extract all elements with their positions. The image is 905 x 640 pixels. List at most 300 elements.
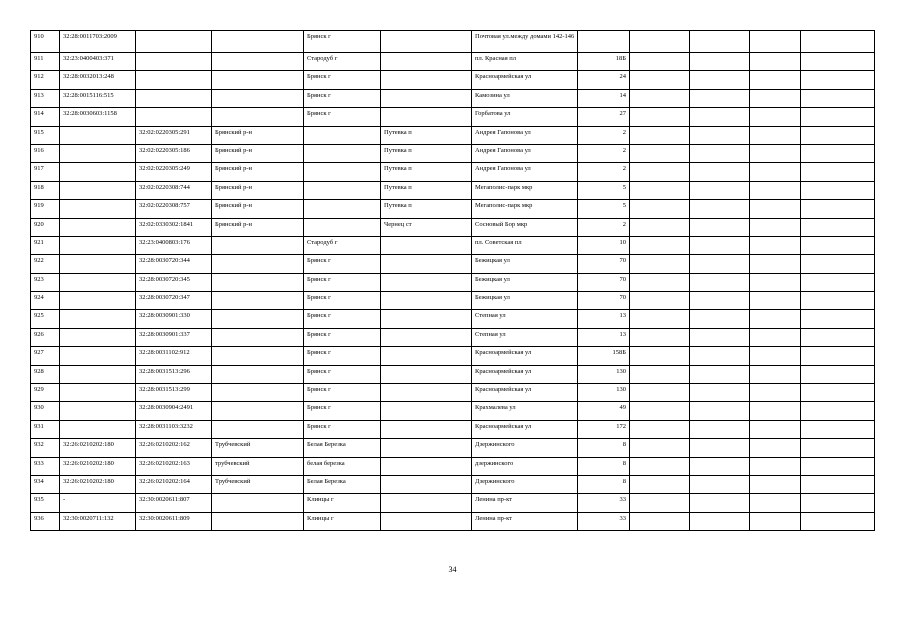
empty-cell xyxy=(690,53,750,71)
empty-cell xyxy=(690,236,750,254)
row-number-cell: 914 xyxy=(31,108,60,126)
object-cadastral-cell: 32:02:0220308:757 xyxy=(136,200,212,218)
object-cadastral-cell: 32:28:0030904:2491 xyxy=(136,402,212,420)
city-cell: Брянск г xyxy=(304,31,381,53)
empty-cell xyxy=(630,31,690,53)
street-cell: Андрея Гапонова ул xyxy=(472,163,578,181)
cadastral-number-cell xyxy=(60,402,136,420)
house-number-cell: 2 xyxy=(578,126,630,144)
district-cell: Брянский р-н xyxy=(212,126,304,144)
empty-cell xyxy=(750,347,801,365)
cadastral-number-cell: 32:28:0011703:2009 xyxy=(60,31,136,53)
row-number-cell: 910 xyxy=(31,31,60,53)
district-cell xyxy=(212,292,304,310)
cadastral-number-cell xyxy=(60,347,136,365)
row-number-cell: 911 xyxy=(31,53,60,71)
row-number-cell: 916 xyxy=(31,144,60,162)
empty-cell xyxy=(801,292,875,310)
object-cadastral-cell: 32:28:0030720:345 xyxy=(136,273,212,291)
street-cell: дзержинского xyxy=(472,457,578,475)
table-row xyxy=(31,402,875,420)
empty-cell xyxy=(750,236,801,254)
cadastral-number-cell xyxy=(60,181,136,199)
settlement-cell xyxy=(381,310,472,328)
cadastral-number-cell: 32:30:0020711:132 xyxy=(60,512,136,530)
district-cell xyxy=(212,384,304,402)
city-cell: Белая Березка xyxy=(304,439,381,457)
settlement-cell xyxy=(381,31,472,53)
cadastral-number-cell xyxy=(60,218,136,236)
empty-cell xyxy=(690,218,750,236)
table-row xyxy=(31,53,875,71)
object-cadastral-cell xyxy=(136,71,212,89)
house-number-cell: 13 xyxy=(578,310,630,328)
empty-cell xyxy=(801,144,875,162)
empty-cell xyxy=(690,420,750,438)
table-row xyxy=(31,328,875,346)
street-cell: Степная ул xyxy=(472,328,578,346)
house-number-cell: 2 xyxy=(578,163,630,181)
empty-cell xyxy=(750,292,801,310)
object-cadastral-cell: 32:02:0220305:186 xyxy=(136,144,212,162)
settlement-cell xyxy=(381,402,472,420)
cadastral-number-cell xyxy=(60,273,136,291)
object-cadastral-cell: 32:23:0400803:176 xyxy=(136,236,212,254)
empty-cell xyxy=(801,384,875,402)
table-row xyxy=(31,144,875,162)
city-cell xyxy=(304,163,381,181)
district-cell: трубчевский xyxy=(212,457,304,475)
row-number-cell: 920 xyxy=(31,218,60,236)
house-number-cell: 130 xyxy=(578,384,630,402)
empty-cell xyxy=(690,365,750,383)
district-cell xyxy=(212,512,304,530)
district-cell: Брянский р-н xyxy=(212,181,304,199)
empty-cell xyxy=(630,200,690,218)
cadastral-number-cell xyxy=(60,310,136,328)
table-row xyxy=(31,218,875,236)
empty-cell xyxy=(750,384,801,402)
house-number-cell: 24 xyxy=(578,71,630,89)
row-number-cell: 933 xyxy=(31,457,60,475)
object-cadastral-cell xyxy=(136,53,212,71)
district-cell: Брянский р-н xyxy=(212,144,304,162)
empty-cell xyxy=(690,512,750,530)
empty-cell xyxy=(630,512,690,530)
house-number-cell: 2 xyxy=(578,218,630,236)
settlement-cell xyxy=(381,420,472,438)
empty-cell xyxy=(690,71,750,89)
row-number-cell: 927 xyxy=(31,347,60,365)
empty-cell xyxy=(630,439,690,457)
settlement-cell xyxy=(381,89,472,107)
empty-cell xyxy=(801,439,875,457)
street-cell: пл. Красная пл xyxy=(472,53,578,71)
house-number-cell xyxy=(578,31,630,53)
table-row xyxy=(31,384,875,402)
cadastral-number-cell: 32:26:0210202:180 xyxy=(60,475,136,493)
object-cadastral-cell: 32:02:0330302:1841 xyxy=(136,218,212,236)
row-number-cell: 924 xyxy=(31,292,60,310)
empty-cell xyxy=(750,310,801,328)
object-cadastral-cell: 32:28:0031513:299 xyxy=(136,384,212,402)
city-cell: Брянск г xyxy=(304,89,381,107)
street-cell: Бежицкая ул xyxy=(472,292,578,310)
empty-cell xyxy=(750,439,801,457)
cadastral-number-cell xyxy=(60,144,136,162)
district-cell xyxy=(212,420,304,438)
empty-cell xyxy=(750,163,801,181)
empty-cell xyxy=(801,494,875,512)
district-cell xyxy=(212,255,304,273)
settlement-cell: Путевка п xyxy=(381,163,472,181)
row-number-cell: 929 xyxy=(31,384,60,402)
empty-cell xyxy=(690,181,750,199)
house-number-cell: 8 xyxy=(578,439,630,457)
street-cell: Ленина пр-кт xyxy=(472,494,578,512)
city-cell: Брянск г xyxy=(304,402,381,420)
empty-cell xyxy=(690,89,750,107)
house-number-cell: 2 xyxy=(578,144,630,162)
street-cell: Андрея Гапонова ул xyxy=(472,126,578,144)
empty-cell xyxy=(750,457,801,475)
table-row xyxy=(31,494,875,512)
table-row xyxy=(31,347,875,365)
city-cell: Брянск г xyxy=(304,310,381,328)
table-row xyxy=(31,420,875,438)
empty-cell xyxy=(630,163,690,181)
settlement-cell xyxy=(381,365,472,383)
street-cell: Мегаполис-парк мкр xyxy=(472,181,578,199)
settlement-cell xyxy=(381,71,472,89)
empty-cell xyxy=(690,457,750,475)
empty-cell xyxy=(750,108,801,126)
object-cadastral-cell: 32:28:0030901:337 xyxy=(136,328,212,346)
street-cell: Степная ул xyxy=(472,310,578,328)
empty-cell xyxy=(750,71,801,89)
district-cell xyxy=(212,236,304,254)
empty-cell xyxy=(630,181,690,199)
district-cell xyxy=(212,53,304,71)
object-cadastral-cell: 32:26:0210202:163 xyxy=(136,457,212,475)
row-number-cell: 926 xyxy=(31,328,60,346)
table-row xyxy=(31,71,875,89)
table-row xyxy=(31,163,875,181)
settlement-cell xyxy=(381,457,472,475)
table-row xyxy=(31,310,875,328)
street-cell: Почтовая ул.между домами 142-146 xyxy=(472,31,578,53)
object-cadastral-cell: 32:28:0031513:296 xyxy=(136,365,212,383)
table-row xyxy=(31,181,875,199)
empty-cell xyxy=(630,402,690,420)
city-cell: Брянск г xyxy=(304,292,381,310)
city-cell: Брянск г xyxy=(304,255,381,273)
empty-cell xyxy=(801,420,875,438)
row-number-cell: 935 xyxy=(31,494,60,512)
empty-cell xyxy=(750,200,801,218)
settlement-cell xyxy=(381,494,472,512)
district-cell: Трубчевский xyxy=(212,475,304,493)
city-cell xyxy=(304,218,381,236)
district-cell xyxy=(212,402,304,420)
district-cell xyxy=(212,494,304,512)
empty-cell xyxy=(801,310,875,328)
row-number-cell: 925 xyxy=(31,310,60,328)
district-cell xyxy=(212,310,304,328)
city-cell: Белая Березка xyxy=(304,475,381,493)
empty-cell xyxy=(690,328,750,346)
table-row xyxy=(31,365,875,383)
empty-cell xyxy=(750,494,801,512)
row-number-cell: 932 xyxy=(31,439,60,457)
empty-cell xyxy=(690,126,750,144)
empty-cell xyxy=(690,273,750,291)
settlement-cell: Путевка п xyxy=(381,144,472,162)
city-cell xyxy=(304,144,381,162)
row-number-cell: 913 xyxy=(31,89,60,107)
empty-cell xyxy=(801,457,875,475)
empty-cell xyxy=(690,255,750,273)
settlement-cell: Чернец ст xyxy=(381,218,472,236)
table-row xyxy=(31,457,875,475)
city-cell: Стародуб г xyxy=(304,53,381,71)
empty-cell xyxy=(630,292,690,310)
object-cadastral-cell xyxy=(136,89,212,107)
city-cell: Клинцы г xyxy=(304,512,381,530)
house-number-cell: 8 xyxy=(578,457,630,475)
city-cell: Клинцы г xyxy=(304,494,381,512)
settlement-cell xyxy=(381,512,472,530)
empty-cell xyxy=(630,255,690,273)
city-cell: Брянск г xyxy=(304,420,381,438)
settlement-cell xyxy=(381,236,472,254)
city-cell: Брянск г xyxy=(304,365,381,383)
street-cell: Сосновый Бор мкр xyxy=(472,218,578,236)
street-cell: Дзержинского xyxy=(472,475,578,493)
empty-cell xyxy=(750,475,801,493)
house-number-cell: 158Б xyxy=(578,347,630,365)
empty-cell xyxy=(750,512,801,530)
empty-cell xyxy=(801,89,875,107)
row-number-cell: 936 xyxy=(31,512,60,530)
empty-cell xyxy=(801,181,875,199)
street-cell: Бежицкая ул xyxy=(472,273,578,291)
empty-cell xyxy=(750,126,801,144)
object-cadastral-cell xyxy=(136,108,212,126)
table-row xyxy=(31,200,875,218)
street-cell: Мегаполис-парк мкр xyxy=(472,200,578,218)
city-cell: Брянск г xyxy=(304,71,381,89)
empty-cell xyxy=(801,108,875,126)
empty-cell xyxy=(690,108,750,126)
object-cadastral-cell: 32:28:0031102:912 xyxy=(136,347,212,365)
settlement-cell xyxy=(381,108,472,126)
object-cadastral-cell: 32:30:0020611:809 xyxy=(136,512,212,530)
house-number-cell: 13 xyxy=(578,328,630,346)
object-cadastral-cell: 32:02:0220305:291 xyxy=(136,126,212,144)
empty-cell xyxy=(801,273,875,291)
house-number-cell: 18Б xyxy=(578,53,630,71)
district-cell xyxy=(212,347,304,365)
empty-cell xyxy=(630,236,690,254)
street-cell: Красноармейская ул xyxy=(472,347,578,365)
empty-cell xyxy=(690,31,750,53)
row-number-cell: 930 xyxy=(31,402,60,420)
empty-cell xyxy=(690,384,750,402)
table-row xyxy=(31,439,875,457)
cadastral-number-cell xyxy=(60,365,136,383)
street-cell: Красноармейская ул xyxy=(472,420,578,438)
settlement-cell xyxy=(381,292,472,310)
settlement-cell xyxy=(381,347,472,365)
table-row xyxy=(31,236,875,254)
empty-cell xyxy=(801,236,875,254)
empty-cell xyxy=(750,273,801,291)
cadastral-number-cell xyxy=(60,200,136,218)
district-cell: Брянский р-н xyxy=(212,218,304,236)
cadastral-number-cell: 32:23:0400403:371 xyxy=(60,53,136,71)
row-number-cell: 917 xyxy=(31,163,60,181)
settlement-cell: Путевка п xyxy=(381,126,472,144)
object-cadastral-cell: 32:30:0020611:807 xyxy=(136,494,212,512)
empty-cell xyxy=(630,71,690,89)
empty-cell xyxy=(801,200,875,218)
district-cell: Брянский р-н xyxy=(212,163,304,181)
table-body xyxy=(31,31,875,531)
house-number-cell: 14 xyxy=(578,89,630,107)
empty-cell xyxy=(630,273,690,291)
cadastral-number-cell: 32:28:0032013:248 xyxy=(60,71,136,89)
district-cell: Брянский р-н xyxy=(212,200,304,218)
row-number-cell: 923 xyxy=(31,273,60,291)
table-row xyxy=(31,255,875,273)
city-cell: Брянск г xyxy=(304,347,381,365)
empty-cell xyxy=(630,328,690,346)
empty-cell xyxy=(750,365,801,383)
empty-cell xyxy=(690,200,750,218)
house-number-cell: 70 xyxy=(578,292,630,310)
empty-cell xyxy=(750,31,801,53)
empty-cell xyxy=(630,475,690,493)
city-cell: Брянск г xyxy=(304,273,381,291)
cadastral-number-cell xyxy=(60,163,136,181)
district-cell xyxy=(212,31,304,53)
empty-cell xyxy=(750,255,801,273)
row-number-cell: 931 xyxy=(31,420,60,438)
street-cell: Ленина пр-кт xyxy=(472,512,578,530)
district-cell xyxy=(212,71,304,89)
district-cell xyxy=(212,108,304,126)
empty-cell xyxy=(750,181,801,199)
city-cell xyxy=(304,181,381,199)
street-cell: Крахмалева ул xyxy=(472,402,578,420)
row-number-cell: 928 xyxy=(31,365,60,383)
empty-cell xyxy=(801,71,875,89)
cadastral-number-cell: 32:28:0030603:1158 xyxy=(60,108,136,126)
empty-cell xyxy=(690,494,750,512)
empty-cell xyxy=(630,53,690,71)
empty-cell xyxy=(630,144,690,162)
empty-cell xyxy=(630,365,690,383)
empty-cell xyxy=(801,402,875,420)
house-number-cell: 130 xyxy=(578,365,630,383)
empty-cell xyxy=(801,512,875,530)
empty-cell xyxy=(801,218,875,236)
settlement-cell xyxy=(381,384,472,402)
house-number-cell: 10 xyxy=(578,236,630,254)
empty-cell xyxy=(690,292,750,310)
house-number-cell: 27 xyxy=(578,108,630,126)
table-row xyxy=(31,475,875,493)
empty-cell xyxy=(690,475,750,493)
empty-cell xyxy=(801,53,875,71)
row-number-cell: 915 xyxy=(31,126,60,144)
empty-cell xyxy=(801,347,875,365)
house-number-cell: 5 xyxy=(578,200,630,218)
row-number-cell: 912 xyxy=(31,71,60,89)
empty-cell xyxy=(630,108,690,126)
settlement-cell xyxy=(381,255,472,273)
settlement-cell xyxy=(381,273,472,291)
empty-cell xyxy=(630,126,690,144)
cadastral-number-cell: - xyxy=(60,494,136,512)
empty-cell xyxy=(801,328,875,346)
empty-cell xyxy=(750,53,801,71)
street-cell: Красноармейская ул xyxy=(472,71,578,89)
house-number-cell: 70 xyxy=(578,273,630,291)
object-cadastral-cell: 32:28:0031103:3232 xyxy=(136,420,212,438)
cadastral-number-cell xyxy=(60,420,136,438)
table-row xyxy=(31,89,875,107)
object-cadastral-cell: 32:28:0030720:347 xyxy=(136,292,212,310)
empty-cell xyxy=(690,144,750,162)
district-cell xyxy=(212,328,304,346)
row-number-cell: 918 xyxy=(31,181,60,199)
page-number: 34 xyxy=(448,565,457,574)
district-cell: Трубчевский xyxy=(212,439,304,457)
object-cadastral-cell: 32:02:0220308:744 xyxy=(136,181,212,199)
house-number-cell: 8 xyxy=(578,475,630,493)
city-cell: Брянск г xyxy=(304,328,381,346)
row-number-cell: 919 xyxy=(31,200,60,218)
table-row xyxy=(31,126,875,144)
empty-cell xyxy=(801,31,875,53)
city-cell: Брянск г xyxy=(304,108,381,126)
cadastral-number-cell xyxy=(60,236,136,254)
empty-cell xyxy=(750,218,801,236)
empty-cell xyxy=(630,218,690,236)
settlement-cell: Путевка п xyxy=(381,200,472,218)
city-cell: Брянск г xyxy=(304,384,381,402)
empty-cell xyxy=(801,255,875,273)
settlement-cell xyxy=(381,53,472,71)
settlement-cell xyxy=(381,475,472,493)
table-row xyxy=(31,273,875,291)
district-cell xyxy=(212,365,304,383)
house-number-cell: 49 xyxy=(578,402,630,420)
object-cadastral-cell: 32:26:0210202:162 xyxy=(136,439,212,457)
house-number-cell: 70 xyxy=(578,255,630,273)
street-cell: Красноармейская ул xyxy=(472,365,578,383)
row-number-cell: 921 xyxy=(31,236,60,254)
empty-cell xyxy=(750,89,801,107)
city-cell xyxy=(304,200,381,218)
district-cell xyxy=(212,89,304,107)
street-cell: Андрея Гапонова ул xyxy=(472,144,578,162)
empty-cell xyxy=(630,457,690,475)
district-cell xyxy=(212,273,304,291)
empty-cell xyxy=(801,163,875,181)
